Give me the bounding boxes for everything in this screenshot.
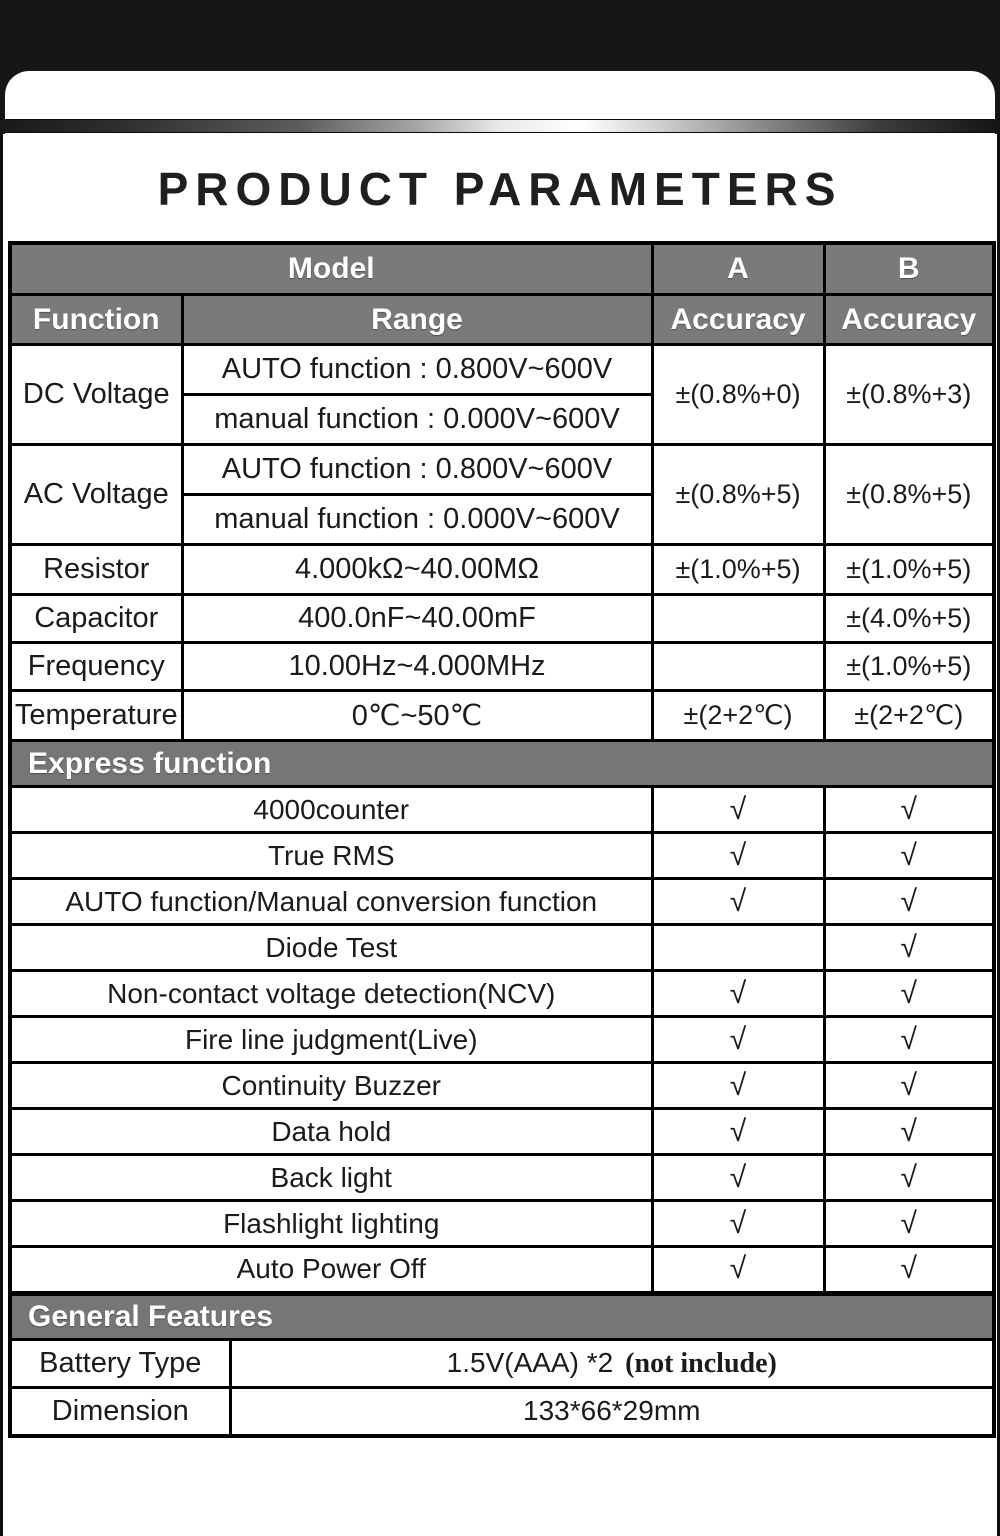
feature-check-b: √: [824, 879, 994, 925]
frequency-range: 10.00Hz~4.000MHz: [182, 643, 652, 691]
feature-check-a: [652, 925, 824, 971]
express-row: [10, 1063, 994, 1109]
header-model: Model: [10, 243, 652, 295]
feature-check-b: √: [824, 787, 994, 833]
spec-table: [8, 241, 996, 1295]
temperature-label: Temperature: [10, 691, 182, 741]
header-col-a: A: [652, 243, 824, 295]
express-row: [10, 1109, 994, 1155]
header-function: Function: [10, 295, 182, 345]
frequency-label: Frequency: [10, 643, 182, 691]
express-function-banner: [10, 741, 994, 787]
capacitor-accuracy-b: ±(4.0%+5): [824, 595, 994, 643]
express-row: [10, 787, 994, 833]
dc-accuracy-a: ±(0.8%+0): [652, 345, 824, 445]
resistor-accuracy-b: ±(1.0%+5): [824, 545, 994, 595]
express-row: [10, 1017, 994, 1063]
ac-accuracy-a: ±(0.8%+5): [652, 445, 824, 545]
express-row: [10, 879, 994, 925]
feature-label: Flashlight lighting: [10, 1201, 652, 1247]
resistor-label: Resistor: [10, 545, 182, 595]
general-features-table: [8, 1292, 996, 1438]
frequency-accuracy-b: ±(1.0%+5): [824, 643, 994, 691]
row-dimension: [10, 1388, 994, 1436]
express-row: [10, 833, 994, 879]
feature-check-a: √: [652, 1155, 824, 1201]
general-features-title: General Features: [10, 1294, 994, 1340]
express-row: [10, 971, 994, 1017]
feature-label: Back light: [10, 1155, 652, 1201]
header-row-model: [10, 243, 994, 295]
express-row: [10, 925, 994, 971]
header-accuracy-a: Accuracy: [652, 295, 824, 345]
express-row: [10, 1155, 994, 1201]
frequency-accuracy-a: [652, 643, 824, 691]
row-battery-type: [10, 1340, 994, 1388]
page-title: PRODUCT PARAMETERS: [157, 163, 843, 215]
feature-label: Auto Power Off: [10, 1247, 652, 1293]
temperature-accuracy-b: ±(2+2℃): [824, 691, 994, 741]
feature-check-a: √: [652, 787, 824, 833]
resistor-range: 4.000kΩ~40.00MΩ: [182, 545, 652, 595]
temperature-range: 0℃~50℃: [182, 691, 652, 741]
capacitor-range: 400.0nF~40.00mF: [182, 595, 652, 643]
feature-label: True RMS: [10, 833, 652, 879]
header-range: Range: [182, 295, 652, 345]
capacitor-label: Capacitor: [10, 595, 182, 643]
feature-check-b: √: [824, 1247, 994, 1293]
dc-voltage-label: DC Voltage: [10, 345, 182, 445]
feature-check-b: √: [824, 1063, 994, 1109]
battery-type-label: Battery Type: [10, 1340, 230, 1388]
feature-check-a: √: [652, 971, 824, 1017]
feature-check-b: √: [824, 925, 994, 971]
feature-check-b: √: [824, 1201, 994, 1247]
resistor-accuracy-a: ±(1.0%+5): [652, 545, 824, 595]
feature-check-b: √: [824, 1017, 994, 1063]
temperature-accuracy-a: ±(2+2℃): [652, 691, 824, 741]
row-resistor: [10, 545, 994, 595]
feature-check-a: √: [652, 1201, 824, 1247]
express-row: [10, 1247, 994, 1293]
feature-check-b: √: [824, 1109, 994, 1155]
row-temperature: [10, 691, 994, 741]
top-black-bar: [0, 0, 1000, 134]
express-function-title: Express function: [10, 741, 994, 787]
feature-label: AUTO function/Manual conversion function: [10, 879, 652, 925]
ac-accuracy-b: ±(0.8%+5): [824, 445, 994, 545]
feature-label: Continuity Buzzer: [10, 1063, 652, 1109]
feature-label: Non-contact voltage detection(NCV): [10, 971, 652, 1017]
dimension-label: Dimension: [10, 1388, 230, 1436]
dc-auto-range: AUTO function : 0.800V~600V: [182, 345, 652, 395]
dc-accuracy-b: ±(0.8%+3): [824, 345, 994, 445]
feature-label: Diode Test: [10, 925, 652, 971]
feature-check-a: √: [652, 1109, 824, 1155]
ac-manual-range: manual function : 0.000V~600V: [182, 495, 652, 545]
feature-check-a: √: [652, 1063, 824, 1109]
content-area: [0, 134, 1000, 1536]
capacitor-accuracy-a: [652, 595, 824, 643]
header-accuracy-b: Accuracy: [824, 295, 994, 345]
feature-check-a: √: [652, 879, 824, 925]
row-ac-voltage: [10, 445, 994, 495]
general-features-banner: [10, 1294, 994, 1340]
metallic-divider: [0, 119, 1000, 133]
feature-check-b: √: [824, 971, 994, 1017]
battery-not-include-note: (not include): [625, 1348, 777, 1380]
dimension-value: 133*66*29mm: [230, 1388, 994, 1436]
feature-check-b: √: [824, 1155, 994, 1201]
row-capacitor: [10, 595, 994, 643]
ac-voltage-label: AC Voltage: [10, 445, 182, 545]
dc-manual-range: manual function : 0.000V~600V: [182, 395, 652, 445]
feature-check-a: √: [652, 1017, 824, 1063]
express-rows: [10, 787, 994, 1293]
battery-type-value: [230, 1340, 994, 1388]
battery-value-text: 1.5V(AAA) *2: [446, 1347, 614, 1379]
row-frequency: [10, 643, 994, 691]
feature-check-a: √: [652, 833, 824, 879]
feature-label: 4000counter: [10, 787, 652, 833]
feature-label: Fire line judgment(Live): [10, 1017, 652, 1063]
feature-label: Data hold: [10, 1109, 652, 1155]
feature-check-a: √: [652, 1247, 824, 1293]
feature-check-b: √: [824, 833, 994, 879]
header-row-columns: [10, 295, 994, 345]
ac-auto-range: AUTO function : 0.800V~600V: [182, 445, 652, 495]
express-row: [10, 1201, 994, 1247]
header-col-b: B: [824, 243, 994, 295]
row-dc-voltage: [10, 345, 994, 395]
